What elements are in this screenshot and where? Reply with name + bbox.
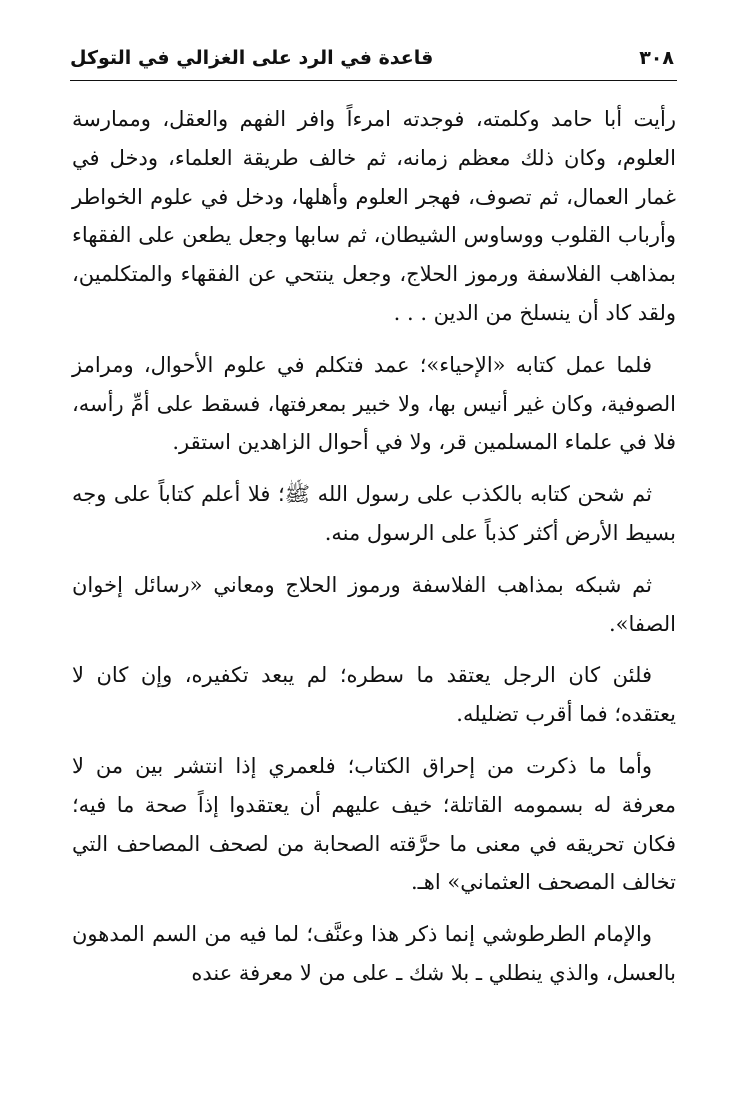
paragraph-1: رأيت أبا حامد وكلمته، فوجدته امرءاً وافر الفهم والعقل، وممارسة العلوم، وكان ذلك معظم زمانه، ثم خالف طريقة العلماء، ودخل في غمار العمال، ثم تصوف، فهجر العلوم وأهلها، ودخل في علوم الخواطر وأرباب القلوب ووساوس الشيطان، ثم سابها وجعل يطعن على الفقهاء بمذاهب الفلاسفة ورموز الحلاج، وجعل ينتحي عن الفقهاء والمتكلمين، ولقد كاد أن ينسلخ من الدين . . . xyxy=(72,107,676,325)
paragraph-2: فلما عمل كتابه «الإحياء»؛ عمد فتكلم في علوم الأحوال، ومرامز الصوفية، وكان غير أنيس بها، ولا خبير بمعرفتها، فسقط على أمِّ رأسه، فلا في علماء المسلمين قر، ولا في أحوال الزاهدين استقر. xyxy=(72,352,676,455)
running-header xyxy=(70,40,674,76)
running-title: قاعدة في الرد على الغزالي في التوكل xyxy=(70,47,434,69)
paragraph-7: والإمام الطرطوشي إنما ذكر هذا وعنَّف؛ لما فيه من السم المدهون بالعسل، والذي ينطلي ـ بلا شك ـ على من لا معرفة عنده xyxy=(72,922,676,985)
paragraph-3: ثم شحن كتابه بالكذب على رسول الله ﷺ؛ فلا أعلم كتاباً على وجه بسيط الأرض أكثر كذباً على الرسول منه. xyxy=(72,482,676,545)
paragraph-6: وأما ما ذكرت من إحراق الكتاب؛ فلعمري إذا انتشر بين من لا معرفة له بسمومه القاتلة؛ خيف عليهم أن يعتقدوا إذاً صحة ما فيه؛ فكان تحريقه في معنى ما حرَّقته الصحابة من لصحف المصاحف التي تخالف المصحف العثماني» اهـ. xyxy=(72,753,676,895)
page-number: ٣٠٨ xyxy=(639,47,674,69)
paragraph-5: فلئن كان الرجل يعتقد ما سطره؛ لم يبعد تكفيره، وإن كان لا يعتقده؛ فما أقرب تضليله. xyxy=(72,663,676,727)
body-text xyxy=(72,100,676,993)
paragraph-4: ثم شبكه بمذاهب الفلاسفة ورموز الحلاج ومعاني «رسائل إخوان الصفا». xyxy=(72,572,676,636)
header-rule xyxy=(70,80,677,81)
